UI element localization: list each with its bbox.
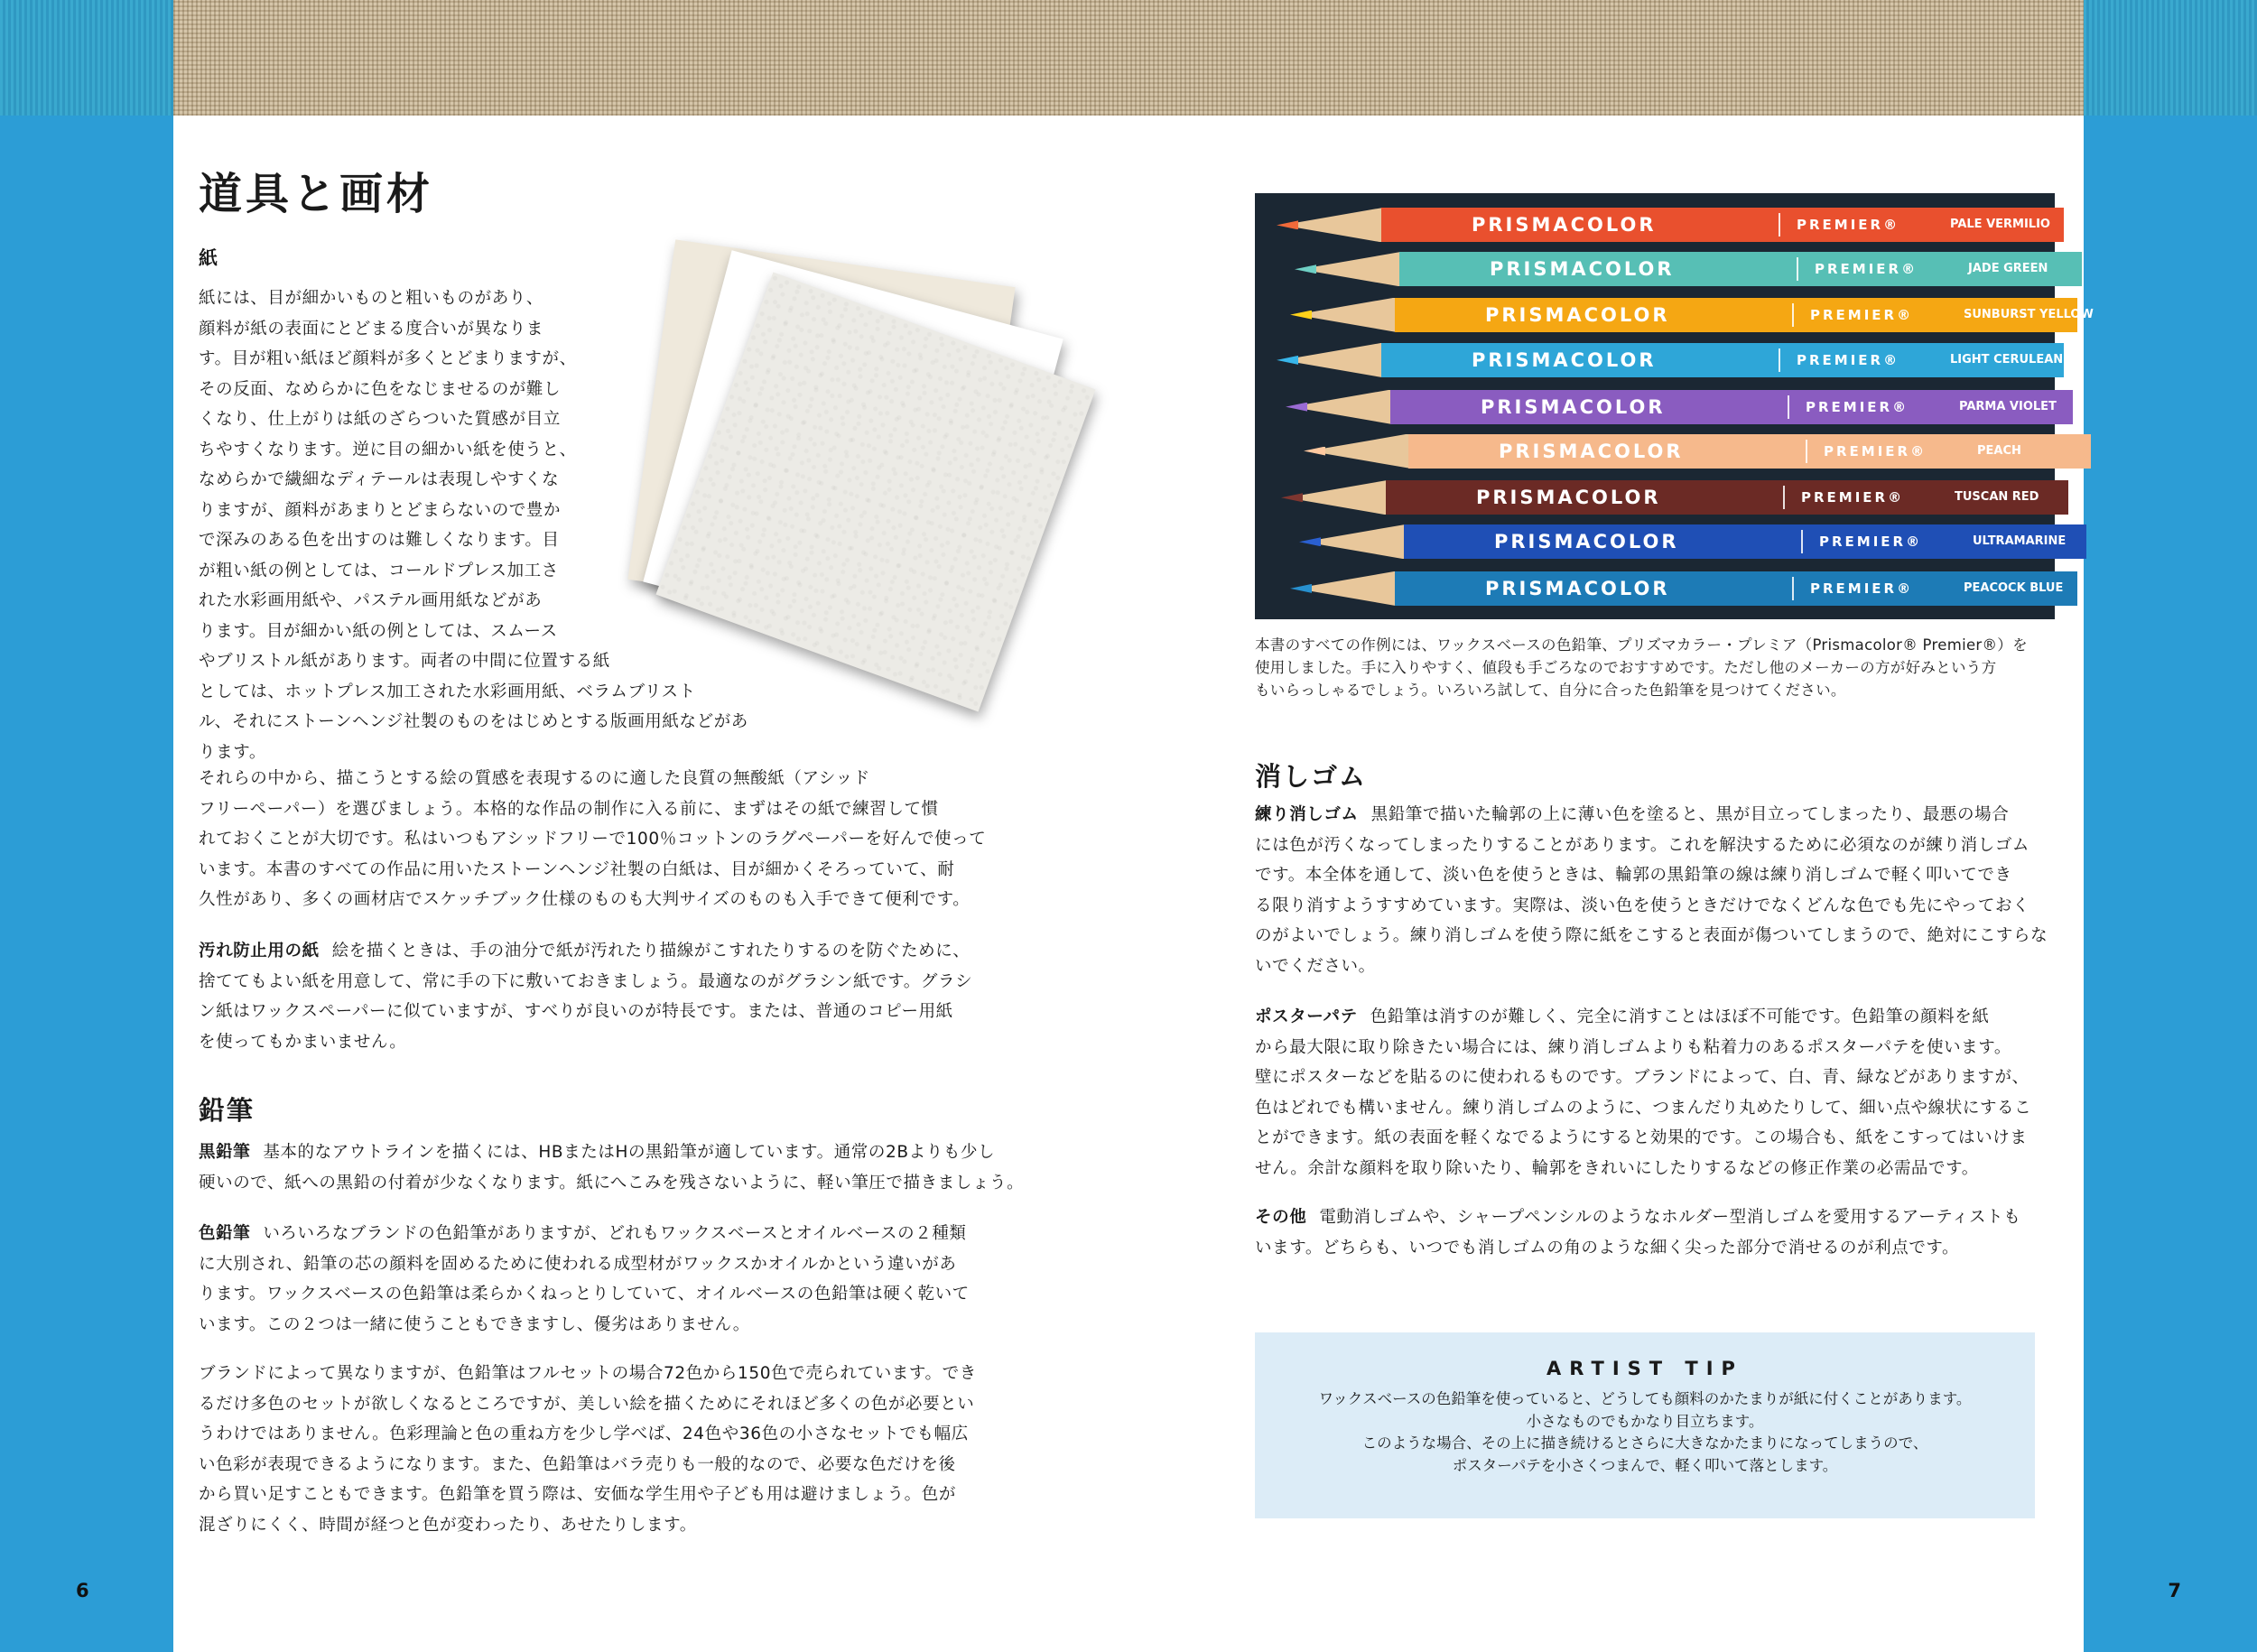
text-line: 久性があり、多くの画材店でスケッチブック仕様のものも大判サイズのものも入手できて便利です。	[199, 890, 971, 909]
pencil-brand-label: PRISMACOLOR	[1472, 214, 1657, 237]
pencil-premier-label: PREMIER®	[1806, 398, 1909, 415]
artist-tip-body	[1255, 1388, 2035, 1477]
other-eraser-paragraph	[1255, 1202, 2020, 1263]
pencil-premier-label: PREMIER®	[1801, 489, 1905, 506]
text-line: るだけ多色のセットが欲しくなるところですが、美しい絵を描くためにそれほど多くの色が必要とい	[199, 1394, 975, 1414]
text-line: 色鉛筆は消すのが難しく、完全に消すことはほぼ不可能です。色鉛筆の顔料を紙	[1370, 1007, 1990, 1026]
graphite-lead: 黒鉛筆	[199, 1143, 251, 1162]
colored-pencil	[1268, 480, 2068, 515]
text-line: ります。目が細かい紙の例としては、スムース	[199, 621, 558, 641]
pencil-color-name: PARMA VIOLET	[1959, 399, 2057, 413]
colored-pencil	[1264, 343, 2064, 377]
text-line: 壁にポスターなどを貼るのに使われるものです。ブランドによって、白、青、緑などがありますが、	[1255, 1068, 2029, 1087]
pencil-label-divider	[1797, 257, 1798, 281]
pencil-color-name: PEACOCK BLUE	[1964, 580, 2064, 595]
pencil-label-divider	[1792, 577, 1794, 600]
text-line: とができます。紙の表面を軽くなでるようにすると効果的です。この場合も、紙をこすってはいけま	[1255, 1128, 2028, 1147]
pencil-premier-label: PREMIER®	[1819, 534, 1923, 551]
graphite-paragraph	[199, 1137, 1024, 1198]
text-line: 捨ててもよい紙を用意して、常に手の下に敷いておきましょう。最適なのがグラシン紙です。グラシ	[199, 971, 973, 991]
pencil-lead-tip	[1299, 537, 1321, 546]
poster-putty-paragraph	[1255, 1002, 2031, 1183]
text-line: す。目が粗い紙ほど顔料が多くとどまりますが、	[199, 349, 577, 368]
text-line: ン紙はワックスペーパーに似ていますが、すべりが良いのが特長です。または、普通のコピー用紙	[199, 1002, 953, 1021]
text-line: なめらかで繊細なディテールは表現しやすくな	[199, 470, 560, 489]
text-line: ちやすくなります。逆に目の細かい紙を使うと、	[199, 440, 577, 459]
text-line: から買い足すこともできます。色鉛筆を買う際は、安価な学生用や子ども用は避けましょう。色が	[199, 1485, 956, 1504]
left-border	[0, 0, 173, 1652]
pencil-premier-label: PREMIER®	[1815, 261, 1918, 278]
pencil-color-name: PEACH	[1977, 443, 2021, 458]
poster-putty-body	[1255, 1007, 2031, 1183]
pencil-lead-tip	[1281, 493, 1303, 502]
pencil-color-name: ULTRAMARINE	[1973, 534, 2067, 549]
text-line: うわけではありません。色彩理論と色の重ね方を少し学べば、24色や36色の小さなセットでも幅広	[199, 1425, 969, 1443]
pencil-heading: 鉛筆	[199, 1095, 255, 1126]
kneaded-eraser-body	[1255, 805, 2048, 981]
text-line: ります。	[199, 742, 266, 762]
right-page-number: 7	[2168, 1580, 2181, 1601]
text-line: 混ざりにくく、時間が経つと色が変わったり、あせたりします。	[199, 1515, 697, 1535]
text-line: から最大限に取り除きたい場合には、練り消しゴムよりも粘着力のあるポスターパテを使います。	[1255, 1037, 2011, 1057]
pencil-color-name: LIGHT CERULEAN	[1950, 352, 2064, 367]
pencil-brand-label: PRISMACOLOR	[1499, 440, 1684, 462]
pencil-premier-label: PREMIER®	[1810, 580, 1914, 597]
eraser-heading: 消しゴム	[1255, 761, 1368, 792]
graphite-body	[199, 1143, 1024, 1198]
pencil-premier-label: PREMIER®	[1797, 217, 1900, 234]
text-line: 顔料が紙の表面にとどまる度合いが異なりま	[199, 319, 544, 339]
stain-paper-paragraph	[199, 936, 972, 1057]
colored-pencil	[1273, 390, 2073, 424]
colored-pencil	[1277, 571, 2077, 606]
photo-caption	[1255, 634, 2058, 701]
pencil-lead-tip	[1290, 311, 1312, 320]
other-eraser-body	[1255, 1208, 2020, 1263]
left-page-number: 6	[76, 1580, 89, 1601]
text-line: いろいろなブランドの色鉛筆がありますが、どれもワックスベースとオイルベースの２種類	[263, 1224, 967, 1243]
text-line: ブランドによって異なりますが、色鉛筆はフルセットの場合72色から150色で売られています。でき	[199, 1364, 977, 1383]
text-line: には色が汚くなってしまったりすることがあります。これを解決するために必須なのが練り消しゴム	[1255, 835, 2030, 855]
text-line: 基本的なアウトラインを描くには、HBまたはHの黒鉛筆が適しています。通常の2Bよりも少し	[263, 1143, 996, 1162]
text-line: もいらっしゃるでしょう。いろいろ試して、自分に合った色鉛筆を見つけてください。	[1255, 682, 1846, 699]
colored-pencil	[1291, 434, 2091, 469]
colored-pencil	[1277, 298, 2094, 332]
pencil-color-name: PALE VERMILIO	[1950, 218, 2050, 232]
text-line: 本書のすべての作例には、ワックスベースの色鉛筆、プリズマカラー・プレミア（Prismacolor® Premier®）を	[1255, 636, 2028, 654]
colored-pencil	[1264, 208, 2064, 242]
artist-tip-box	[1255, 1332, 2035, 1518]
text-line: 黒鉛筆で描いた輪郭の上に薄い色を塗ると、黒が目立ってしまったり、最悪の場合	[1370, 805, 2010, 824]
text-line: に大別され、鉛筆の芯の顔料を固めるために使われる成型材がワックスかオイルかという違いがあ	[199, 1254, 957, 1274]
pencil-label-divider	[1779, 213, 1780, 237]
pencil-premier-label: PREMIER®	[1810, 306, 1914, 323]
color-pencil-body	[199, 1224, 970, 1340]
text-line: ります。ワックスベースの色鉛筆は柔らかくねっとりしていて、オイルベースの色鉛筆は硬く乾いて	[199, 1285, 970, 1304]
right-corner-texture	[2084, 0, 2257, 116]
color-pencil-lead: 色鉛筆	[199, 1224, 251, 1243]
text-line: フリーペーパー）を選びましょう。本格的な作品の制作に入る前に、まずはその紙で練習して慣	[199, 799, 939, 819]
pencil-label-divider	[1779, 348, 1780, 372]
pencil-label-divider	[1792, 303, 1794, 327]
colored-pencil	[1282, 252, 2082, 286]
pencil-brand-label: PRISMACOLOR	[1485, 303, 1670, 326]
pencil-brand-label: PRISMACOLOR	[1494, 531, 1679, 553]
pencil-color-name: SUNBURST YELLOW	[1964, 307, 2094, 321]
kneaded-eraser-lead: 練り消しゴム	[1255, 805, 1359, 824]
text-line: います。本書のすべての作品に用いたストーンヘンジ社製の白紙は、目が細かくそろっていて、耐	[199, 859, 955, 879]
text-line: 使用しました。手に入りやすく、値段も手ごろなのでおすすめです。ただし他のメーカーの方が好みという方	[1255, 659, 1997, 676]
right-border	[2084, 0, 2257, 1652]
artist-tip-title: ARTIST TIP	[1546, 1358, 1743, 1379]
pencil-brand-label: PRISMACOLOR	[1481, 395, 1666, 418]
text-line: います。どちらも、いつでも消しゴムの角のような細く尖った部分で消せるのが利点です。	[1255, 1238, 1960, 1258]
text-line: 絵を描くときは、手の油分で紙が汚れたり描線がこすれたりするのを防ぐために、	[331, 942, 971, 961]
text-line: れておくことが大切です。私はいつもアシッドフリーで100％コットンのラグペーパーを好んで使って	[199, 830, 987, 849]
text-line: のがよいでしょう。練り消しゴムを使う際に紙をこすると表面が傷ついてしまうので、絶対にこすらな	[1255, 926, 2048, 945]
text-line: 電動消しゴムや、シャープペンシルのようなホルダー型消しゴムを愛用するアーティストも	[1319, 1208, 2021, 1227]
kneaded-eraser-paragraph	[1255, 800, 2048, 981]
pencil-lead-tip	[1295, 265, 1316, 274]
brand-paragraph	[199, 1359, 977, 1540]
text-line: 小さなものでもかなり目立ちます。	[1526, 1412, 1764, 1430]
text-line: その反面、なめらかに色をなじませるのが難し	[199, 379, 562, 399]
text-line: る限り消すようすすめています。実際は、淡い色を使うときだけでなくどんな色でも先にやっておく	[1255, 896, 2030, 915]
paper-sheets-illustration	[596, 226, 1101, 749]
pencil-color-name: TUSCAN RED	[1955, 490, 2039, 505]
text-line: やブリストル紙があります。両者の中間に位置する紙	[199, 652, 610, 671]
pencil-label-divider	[1788, 395, 1789, 419]
stain-paper-lead: 汚れ防止用の紙	[199, 942, 320, 961]
text-line: ワックスベースの色鉛筆を使っていると、どうしても顔料のかたまりが紙に付くことがあります。	[1318, 1390, 1972, 1407]
pencil-label-divider	[1783, 486, 1785, 509]
text-line: せん。余計な顔料を取り除いたり、輪郭をきれいにしたりするなどの修正作業の必需品です。	[1255, 1158, 1979, 1178]
pencil-premier-label: PREMIER®	[1797, 351, 1900, 368]
pencil-brand-label: PRISMACOLOR	[1485, 577, 1670, 599]
text-line: を使ってもかまいません。	[199, 1032, 407, 1052]
pencil-brand-label: PRISMACOLOR	[1490, 258, 1675, 281]
text-line: 硬いので、紙への黒鉛の付着が少なくなります。紙にへこみを残さないように、軽い筆圧で描きましょう。	[199, 1173, 1025, 1193]
text-line: 色はどれでも構いません。練り消しゴムのように、つまんだり丸めたりして、細い点や線状にするこ	[1255, 1098, 2032, 1118]
paper-choice-paragraph	[199, 764, 986, 915]
left-corner-texture	[0, 0, 173, 116]
pencil-lead-tip	[1304, 447, 1325, 456]
text-line: としては、ホットプレス加工された水彩画用紙、ベラムブリスト	[199, 682, 696, 701]
pencil-brand-label: PRISMACOLOR	[1472, 348, 1657, 371]
pencil-premier-label: PREMIER®	[1824, 442, 1927, 459]
text-line: いでください。	[1255, 956, 1376, 976]
text-line: で深みのある色を出すのは難しくなります。目	[199, 531, 560, 550]
text-line: このような場合、その上に描き続けるとさらに大きなかたまりになってしまうので、	[1361, 1434, 1928, 1452]
color-pencil-paragraph	[199, 1219, 970, 1340]
text-line: です。本全体を通して、淡い色を使うときは、輪郭の黒鉛筆の線は練り消しゴムで軽く叩いてでき	[1255, 866, 2012, 885]
pencil-lead-tip	[1290, 584, 1312, 593]
text-line: くなり、仕上がりは紙のざらついた質感が目立	[199, 410, 561, 429]
text-line: が粗い紙の例としては、コールドプレス加工さ	[199, 561, 559, 580]
pencil-lead-tip	[1277, 220, 1298, 229]
text-line: い色彩が表現できるようになります。また、色鉛筆はバラ売りも一般的なので、必要な色だけを後	[199, 1454, 956, 1474]
paper-heading: 紙	[199, 247, 218, 269]
prismacolor-pencils-photo	[1255, 193, 2094, 619]
pencil-color-name: JADE GREEN	[1968, 262, 2048, 276]
poster-putty-lead: ポスターパテ	[1255, 1007, 1358, 1026]
text-line: れた水彩画用紙や、パステル画用紙などがあ	[199, 591, 543, 610]
pencil-lead-tip	[1286, 403, 1307, 412]
text-line: それらの中から、描こうとする絵の質感を表現するのに適した良質の無酸紙（アシッド	[199, 769, 870, 788]
burlap-header-band	[173, 0, 2084, 116]
text-line: います。この２つは一緒に使うこともできますし、優劣はありません。	[199, 1314, 750, 1334]
pencil-label-divider	[1806, 440, 1807, 463]
other-eraser-lead: その他	[1255, 1208, 1307, 1227]
pencil-label-divider	[1801, 530, 1803, 553]
text-line: ポスターパテを小さくつまんで、軽く叩いて落とします。	[1452, 1456, 1838, 1474]
colored-pencil	[1286, 524, 2086, 559]
text-line: ル、それにストーンヘンジ社製のものをはじめとする版画用紙などがあ	[199, 712, 748, 731]
pencil-lead-tip	[1277, 356, 1298, 365]
pencil-brand-label: PRISMACOLOR	[1476, 487, 1661, 509]
text-line: りますが、顔料があまりとどまらないので豊か	[199, 500, 562, 520]
page-title: 道具と画材	[199, 169, 434, 219]
text-line: 紙には、目が細かいものと粗いものがあり、	[199, 289, 544, 308]
